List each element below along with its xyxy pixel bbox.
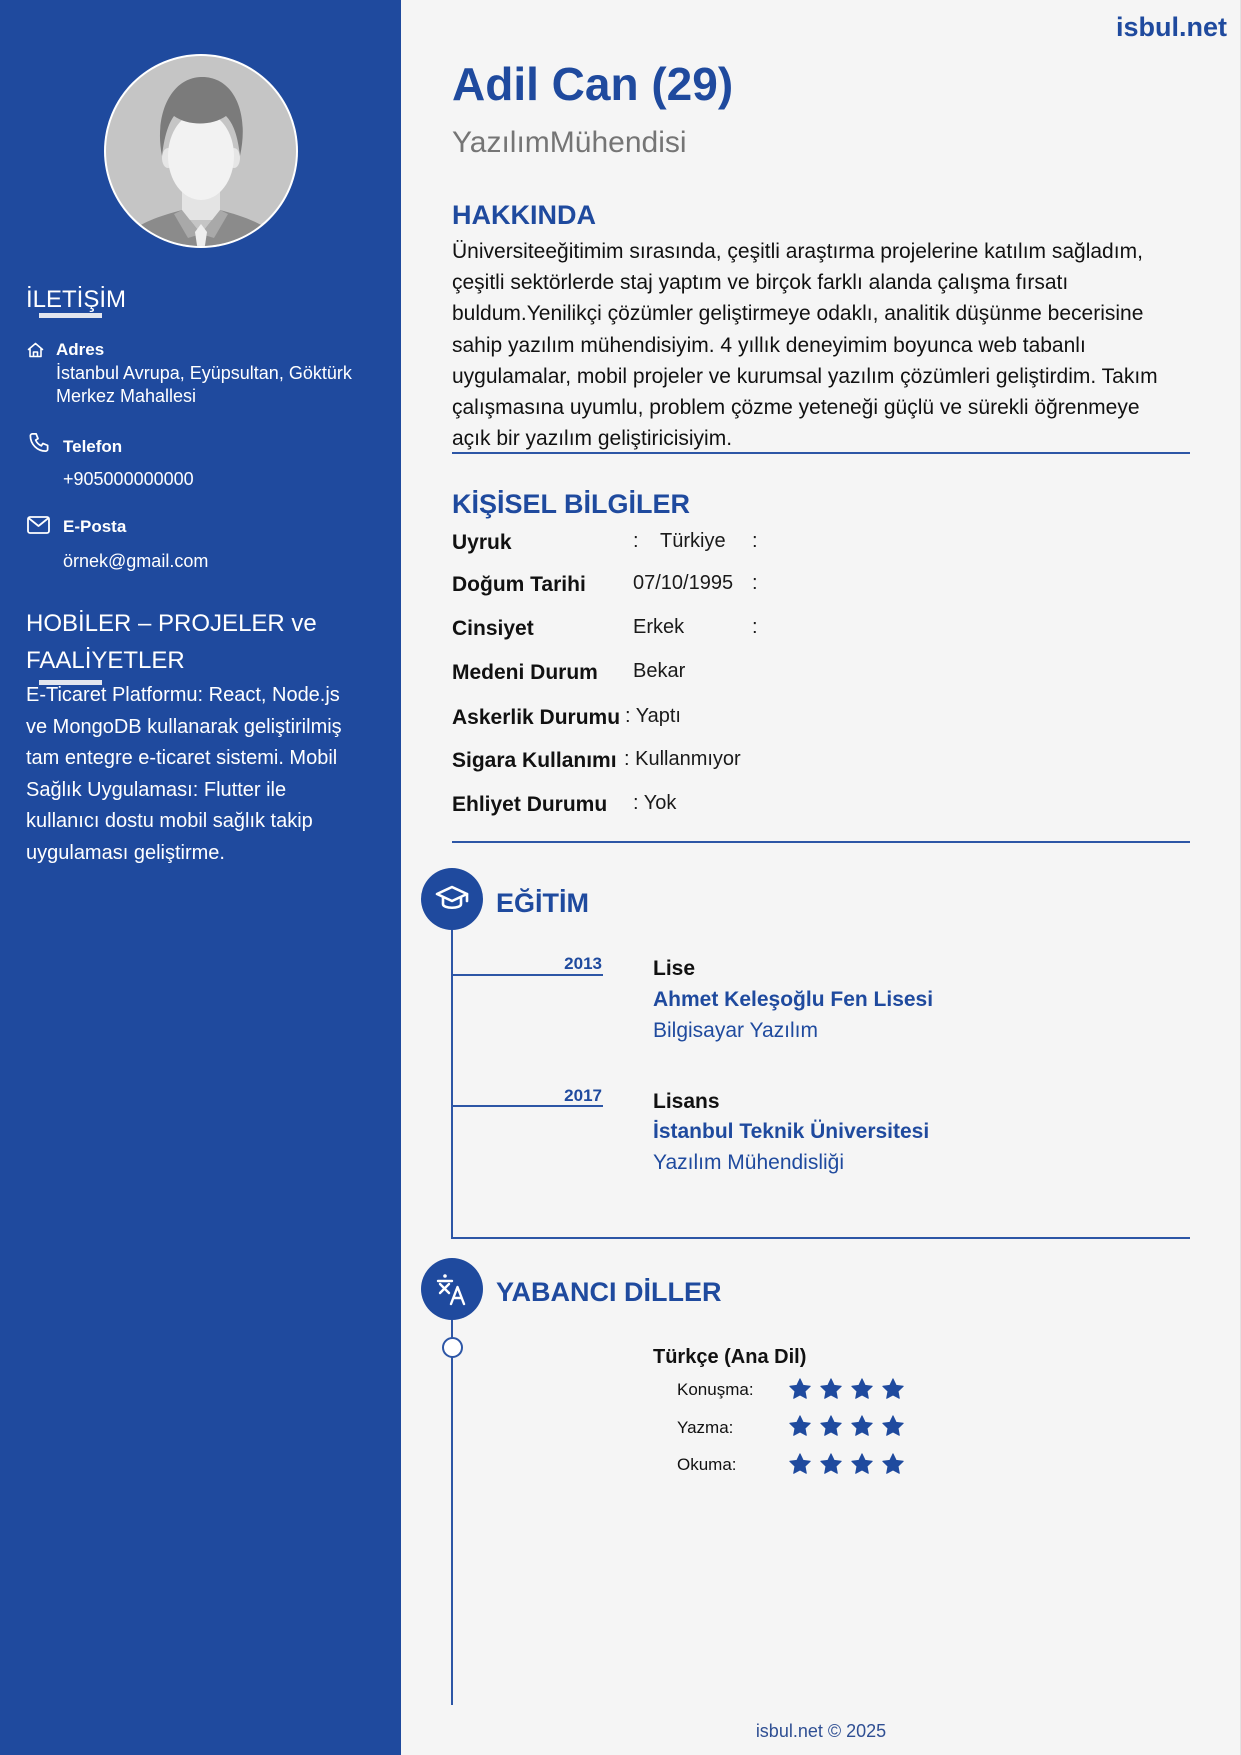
row-label: Cinsiyet [452, 617, 534, 640]
contact-title-underline [39, 313, 102, 318]
education-bottom-border [451, 1237, 1190, 1239]
education-department: Bilgisayar Yazılım [653, 1019, 818, 1042]
row-value: Türkiye [660, 530, 726, 552]
footer-copyright: isbul.net © 2025 [755, 1721, 887, 1741]
translate-icon [434, 1271, 470, 1307]
row-suffix: : [752, 572, 758, 594]
languages-section-title: YABANCI DİLLER [496, 1277, 722, 1307]
personal-row-smoking [452, 749, 792, 773]
star-icon [788, 1452, 812, 1476]
star-icon [881, 1414, 905, 1438]
education-level: Lisans [653, 1090, 720, 1113]
personal-row-military-service [452, 706, 792, 730]
skill-label-speaking: Konuşma: [677, 1380, 754, 1399]
star-icon [881, 1452, 905, 1476]
education-section-title: EĞİTİM [496, 888, 589, 918]
hobbies-line: tam entegre e-ticaret sistemi. Mobil [26, 747, 338, 769]
row-value: : Kullanmıyor [624, 748, 741, 770]
brand-logo[interactable]: isbul.net [1115, 12, 1227, 42]
address-label: Adres [56, 340, 105, 359]
row-label: Askerlik Durumu [452, 706, 621, 729]
row-colon: : [633, 530, 639, 552]
hobbies-line: Sağlık Uygulaması: Flutter ile [26, 778, 287, 801]
education-year: 2013 [564, 954, 602, 973]
row-label: Medeni Durum [452, 661, 598, 684]
star-icon [819, 1377, 843, 1401]
row-label: Sigara Kullanımı [452, 749, 617, 772]
about-section-title: HAKKINDA [452, 200, 596, 230]
phone-label: Telefon [63, 437, 123, 456]
sidebar [0, 0, 401, 1755]
personal-row-gender [452, 617, 792, 641]
year-connector-line [452, 974, 603, 976]
personal-row-marital-status [452, 661, 792, 685]
home-icon [27, 342, 44, 358]
education-timeline-line [451, 930, 453, 1239]
star-icon [850, 1377, 874, 1401]
row-suffix: : [752, 616, 758, 638]
languages-icon-badge [421, 1258, 483, 1320]
candidate-name: Adil Can (29) [452, 58, 734, 110]
about-line: açık bir yazılım geliştiricisiyim. [452, 427, 733, 451]
avatar-placeholder-icon [102, 52, 300, 250]
section-divider [452, 452, 1190, 454]
row-label: Doğum Tarihi [452, 573, 586, 596]
languages-timeline-line [451, 1320, 453, 1705]
personal-row-nationality [452, 531, 792, 555]
education-year: 2017 [564, 1086, 602, 1105]
star-icon [850, 1452, 874, 1476]
personal-row-birthdate [452, 573, 792, 597]
education-school: İstanbul Teknik Üniversitesi [653, 1120, 930, 1143]
row-value: Bekar [633, 660, 686, 682]
hobbies-line: kullanıcı dostu mobil sağlık takip [26, 810, 313, 832]
row-value: Erkek [633, 616, 685, 638]
email-label: E-Posta [63, 517, 127, 536]
about-line: Üniversiteeğitimim sırasında, çeşitli araştırma projelerine katılım sağladım, [452, 240, 1143, 263]
row-value: : Yaptı [625, 705, 681, 727]
about-line: buldum.Yenilikçi çözümler geliştirmeye odaklı, analitik düşünme becerisine [452, 302, 1144, 326]
hobbies-line: E-Ticaret Platformu: React, Node.js [26, 684, 340, 706]
row-value: 07/10/1995 [633, 572, 734, 594]
star-icon [819, 1414, 843, 1438]
row-suffix: : [752, 530, 758, 552]
about-line: uygulamalar, mobil projeler ve kurumsal yazılım çözümleri geliştirdim. Takım [452, 364, 1158, 388]
row-label: Ehliyet Durumu [452, 793, 608, 816]
star-icon [788, 1414, 812, 1438]
about-line: çeşitli sektörlerde staj yaptım ve birçok farklı alanda çalışma fırsatı [452, 271, 1069, 295]
graduation-cap-icon [435, 884, 469, 914]
language-name: Türkçe (Ana Dil) [653, 1346, 807, 1368]
education-department: Yazılım Mühendisliği [653, 1151, 845, 1174]
year-connector-line [452, 1105, 603, 1107]
email-value[interactable]: örnek@gmail.com [63, 551, 209, 571]
personal-row-driving-license [452, 793, 792, 817]
address-value: İstanbul Avrupa, Eyüpsultan, Göktürk Merkez Mahallesi [56, 363, 352, 406]
job-title: YazılımMühendisi [452, 126, 687, 159]
star-rating-speaking [788, 1377, 905, 1401]
star-icon [788, 1377, 812, 1401]
phone-icon [27, 431, 51, 454]
skill-label-reading: Okuma: [677, 1455, 737, 1474]
timeline-node [442, 1337, 463, 1358]
section-divider [452, 841, 1190, 843]
row-value: : Yok [633, 792, 677, 814]
education-icon-badge [421, 868, 483, 930]
skill-label-writing: Yazma: [677, 1418, 734, 1437]
star-icon [850, 1414, 874, 1438]
mail-icon [27, 516, 50, 534]
personal-section-title: KİŞİSEL BİLGİLER [452, 489, 691, 519]
row-label: Uyruk [452, 531, 512, 554]
star-rating-reading [788, 1452, 905, 1476]
about-line: çalışmasına uyumlu, problem çözme yeteneği güçlü ve sürekli öğrenmeye [452, 396, 1140, 419]
hobbies-line: uygulaması geliştirme. [26, 841, 225, 864]
star-rating-writing [788, 1414, 905, 1438]
hobbies-line: ve MongoDB kullanarak geliştirilmiş [26, 715, 342, 738]
star-icon [881, 1377, 905, 1401]
phone-value[interactable]: +905000000000 [63, 469, 194, 489]
star-icon [819, 1452, 843, 1476]
contact-section-title: İLETİŞİM [26, 286, 127, 313]
education-school: Ahmet Keleşoğlu Fen Lisesi [653, 988, 934, 1011]
education-level: Lise [653, 957, 696, 980]
hobbies-section-title: HOBİLER – PROJELER ve FAALİYETLER [26, 610, 317, 674]
about-line: sahip yazılım mühendisiyim. 4 yıllık deneyimim boyunca web tabanlı [452, 333, 1086, 357]
